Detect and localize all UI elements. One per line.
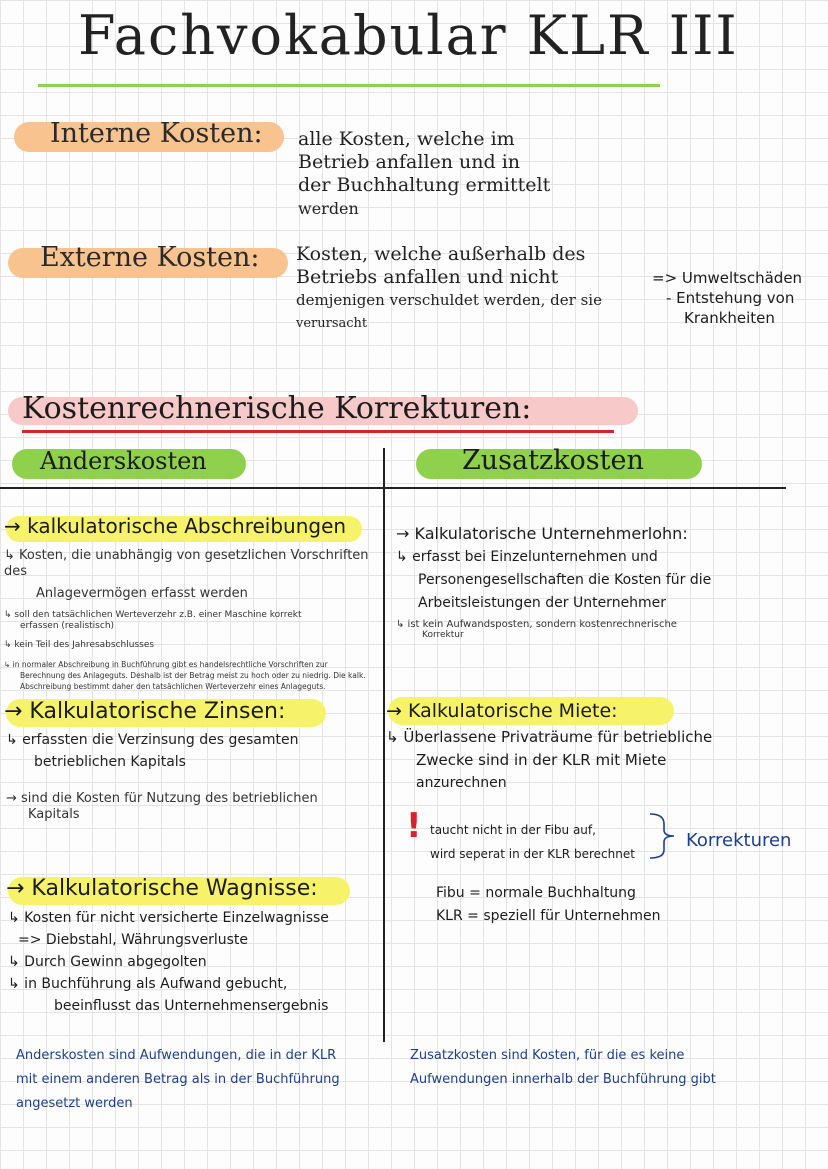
page-title: Fachvokabular KLR III [78,4,739,67]
externe-note: => Umweltschäden - Entstehung von Krankheiten [652,269,803,327]
interne-label: Interne Kosten: [50,118,263,149]
externe-label: Externe Kosten: [40,242,260,273]
zusatzkosten-summary: Zusatzkosten sind Kosten, für die es keine Aufwendungen innerhalb der Buchführung gibt [410,1048,716,1087]
klr-definition: KLR = speziell für Unternehmen [436,908,661,924]
title-underline [38,84,660,87]
interne-definition: alle Kosten, welche im Betrieb anfallen und in der Buchhaltung ermittelt werden [298,128,551,218]
section-title: Kostenrechnerische Korrekturen: [22,391,532,426]
warning-text: taucht nicht in der Fibu auf, wird seperat in der KLR berechnet [430,823,635,861]
fibu-definition: Fibu = normale Buchhaltung [436,885,636,901]
anderskosten-summary: Anderskosten sind Aufwendungen, die in der KLR mit einem anderen Betrag als in der Buchführung angesetzt werden [16,1048,340,1111]
zinsen-title: → Kalkulatorische Zinsen: [4,699,286,724]
wagnisse-text: ↳ Kosten für nicht versicherte Einzelwagnisse => Diebstahl, Währungsverluste ↳ Durch Gewinn abgegolten ↳ in Buchführung als Aufwand gebucht, beeinflusst das Unternehmensergebnis [8,910,329,1014]
brace-icon [644,810,680,862]
korrekturen-label: Korrekturen [686,830,792,851]
wagnisse-title: → Kalkulatorische Wagnisse: [6,876,318,901]
zinsen-text: ↳ erfassten die Verzinsung des gesamten betrieblichen Kapitals → sind die Kosten für Nutzung des betrieblichen Kapitals [6,732,318,822]
lohn-text: ↳ erfasst bei Einzelunternehmen und Personengesellschaften die Kosten für die Arbeitsleistungen der Unternehmer ↳ ist kein Aufwandsposten, sondern kostenrechnerische Korrektur [396,549,712,640]
column-divider [383,448,385,1042]
externe-definition: Kosten, welche außerhalb des Betriebs anfallen und nicht demjenigen verschuldet werden, der sie verursacht [296,243,602,331]
header-divider [0,487,786,489]
miete-title: → Kalkulatorische Miete: [386,700,618,722]
section-underline [22,430,614,433]
zusatzkosten-header: Zusatzkosten [462,445,644,476]
abschreibungen-title: → kalkulatorische Abschreibungen [4,514,347,538]
warning-icon: ! [406,806,422,846]
abschreibungen-text: ↳ Kosten, die unabhängig von gesetzlichen Vorschriften des Anlagevermögen erfasst werden ↳ soll den tatsächlichen Werteverzehr z.B. einer Maschine korrekt erfassen (realistisch) ↳ kein Teil des Jahresabschlusses ↳ in normaler Abschreibung in Buchführung gibt es handelsrechtliche Vorschriften zur Berechnung des Anlageguts. Deshalb ist der Betrag meist zu hoch oder zu niedrig. Die kalk. Abschreibung bestimmt daher den tatsächlichen Werteverzehr eines Anlageguts. [4,548,369,691]
miete-text: ↳ Überlassene Privaträume für betriebliche Zwecke sind in der KLR mit Miete anzurechnen [386,728,713,791]
anderskosten-header: Anderskosten [40,447,207,475]
lohn-title: → Kalkulatorische Unternehmerlohn: [396,524,688,543]
